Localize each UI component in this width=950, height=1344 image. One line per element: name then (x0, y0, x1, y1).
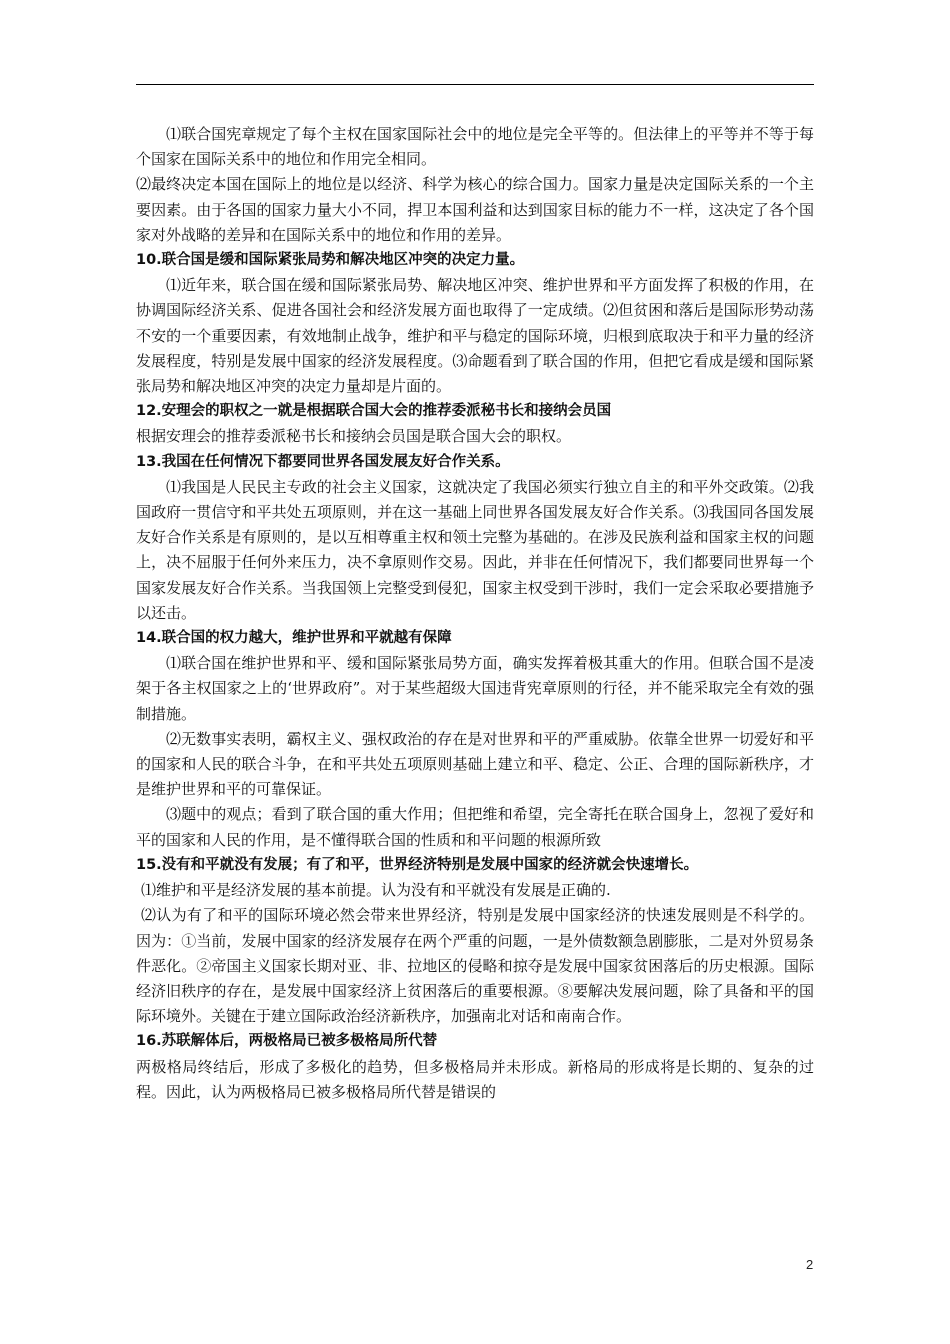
paragraph: 根据安理会的推荐委派秘书长和接纳会员国是联合国大会的职权。 (136, 427, 572, 446)
section-heading: 12.安理会的职权之一就是根据联合国大会的推荐委派秘书长和接纳会员国 (136, 403, 612, 420)
paragraph: ⑵最终决定本国在国际上的地位是以经济、科学为核心的综合国力。国家力量是决定国际关系的一个主要因素。由于各国的国家力量大小不同，捍卫本国利益和达到国家目标的能力不一样，这决定了各个国家对外战略的差异和在国际关系中的地位和作用的差异。 (136, 175, 814, 244)
section-heading: 10.联合国是缓和国际紧张局势和解决地区冲突的决定力量。 (136, 252, 525, 269)
paragraph: ⑵无数事实表明，霸权主义、强权政治的存在是对世界和平的严重威胁。依靠全世界一切爱好和平的国家和人民的联合斗争，在和平共处五项原则基础上建立和平、稳定、公正、合理的国际新秩序，才是维护世界和平的可靠保证。 (136, 729, 814, 799)
section-heading: 16.苏联解体后，两极格局已被多极格局所代替 (136, 1033, 438, 1050)
paragraph: ⑴联合国宪章规定了每个主权在国家国际社会中的地位是完全平等的。但法律上的平等并不等于每个国家在国际关系中的地位和作用完全相同。 (136, 125, 814, 169)
section-heading: 14.联合国的权力越大，维护世界和平就越有保障 (136, 630, 452, 647)
paragraph: ⑵认为有了和平的国际环境必然会带来世界经济，特别是发展中国家经济的快速发展则是不科学的。因为：①当前，发展中国家的经济发展存在两个严重的问题，一是外债数额急剧膨胀，二是对外贸易条件恶化。②帝国主义国家长期对亚、非、拉地区的侵略和掠夺是发展中国家贫困落后的历史根源。国际经济旧秩序的存在，是发展中国家经济上贫困落后的重要根源。⑧要解决发展问题，除了具备和平的国际环境外。关键在于建立国际政治经济新秩序，加强南北对话和南南合作。 (136, 906, 814, 1026)
paragraph: ⑴维护和平是经济发展的基本前提。认为没有和平就没有发展是正确的. (141, 881, 611, 900)
page-number: 2 (806, 1257, 814, 1272)
paragraph: ⑴联合国在维护世界和平、缓和国际紧张局势方面，确实发挥着极其重大的作用。但联合国不是凌架于各主权国家之上的‘世界政府”。对于某些超级大国违背宪章原则的行径，并不能采取完全有效的强制措施。 (136, 654, 814, 723)
section-heading: 15.没有和平就没有发展；有了和平，世界经济特别是发展中国家的经济就会快速增长。 (136, 856, 699, 873)
section-heading: 13.我国在任何情况下都要同世界各国发展友好合作关系。 (136, 453, 510, 470)
paragraph: ⑴我国是人民民主专政的社会主义国家，这就决定了我国必须实行独立自主的和平外交政策。⑵我国政府一贯信守和平共处五项原则，并在这一基础上同世界各国发展友好合作关系。⑶我国同各国发展友好合作关系是有原则的，是以互相尊重主权和领土完整为基础的。在涉及民族利益和国家主权的问题上，决不屈服于任何外来压力，决不拿原则作交易。因此，并非在任何情况下，我们都要同世界每一个国家发展友好合作关系。当我国领上完整受到侵犯，国家主权受到干涉时，我们一定会采取必要措施予以还击。 (136, 477, 814, 622)
paragraph: 两极格局终结后，形成了多极化的趋势，但多极格局并未形成。新格局的形成将是长期的、复杂的过程。因此，认为两极格局已被多极格局所代替是错误的 (136, 1057, 814, 1101)
document-body (136, 122, 814, 1105)
paragraph: ⑴近年来，联合国在缓和国际紧张局势、解决地区冲突、维护世界和平方面发挥了积极的作用，在协调国际经济关系、促进各国社会和经济发展方面也取得了一定成绩。⑵但贫困和落后是国际形势动荡不安的一个重要因素，有效地制止战争，维护和平与稳定的国际环境，归根到底取决于和平力量的经济发展程度，特别是发展中国家的经济发展程度。⑶命题看到了联合国的作用，但把它看成是缓和国际紧张局势和解决地区冲突的决定力量却是片面的。 (136, 276, 814, 396)
header-rule (136, 84, 814, 85)
paragraph: ⑶题中的观点；看到了联合国的重大作用；但把维和希望，完全寄托在联合国身上，忽视了爱好和平的国家和人民的作用，是不懂得联合国的性质和和平问题的根源所致 (136, 805, 814, 849)
